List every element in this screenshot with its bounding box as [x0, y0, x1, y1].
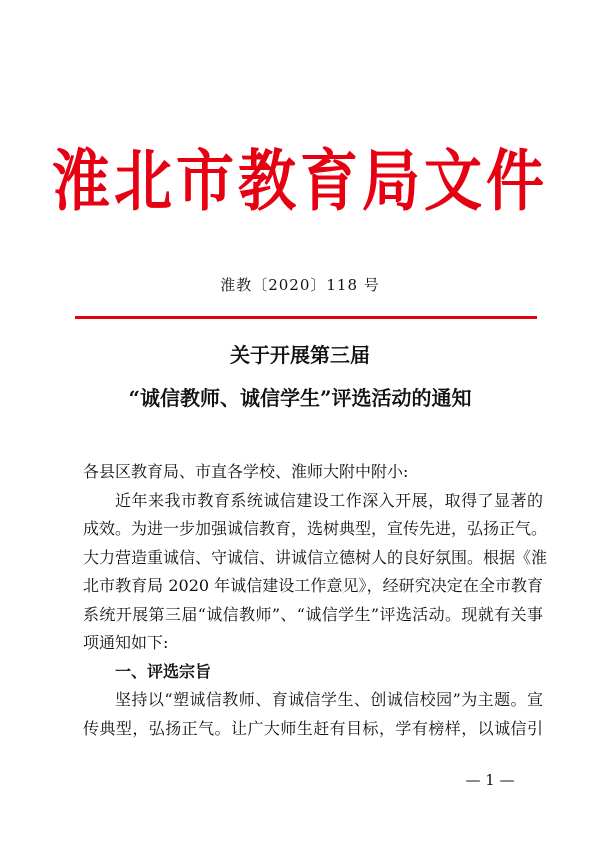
paragraph-line: 项通知如下: [83, 633, 169, 652]
document-header-title: 淮北市教育局文件 [51, 141, 548, 221]
paragraph-line: 北市教育局 2020 年诚信建设工作意见》，经研究决定在全市教育 [83, 576, 543, 595]
salutation: 各县区教育局、市直各学校、淮师大附中附小: [83, 462, 409, 481]
document-body [83, 458, 548, 743]
paragraph-line: 近年来我市教育系统诚信建设工作深入开展，取得了显著的 [115, 490, 543, 510]
header-divider-line [75, 316, 537, 319]
section-heading: 一、评选宗旨 [115, 661, 212, 681]
paragraph-line: 大力营造重诚信、守诚信、讲诚信立德树人的良好氛围。根据《淮 [83, 547, 548, 567]
page-number: — 1 — [465, 771, 515, 789]
document-number: 淮教〔2020〕118 号 [220, 276, 380, 294]
paragraph-line: 成效。为进一步加强诚信教育，选树典型，宣传先进，弘扬正气。 [83, 519, 548, 538]
document-title-line-1: 关于开展第三届 [230, 343, 370, 367]
paragraph-line: 系统开展第三届“诚信教师”、“诚信学生”评选活动。现就有关事 [83, 604, 543, 624]
paragraph-line: 传典型，弘扬正气。让广大师生赶有目标，学有榜样，以诚信引 [83, 718, 543, 738]
document-title-line-2: “诚信教师、诚信学生”评选活动的通知 [128, 386, 472, 410]
paragraph-line: 坚持以“塑诚信教师、育诚信学生、创诚信校园”为主题。宣 [115, 690, 543, 709]
